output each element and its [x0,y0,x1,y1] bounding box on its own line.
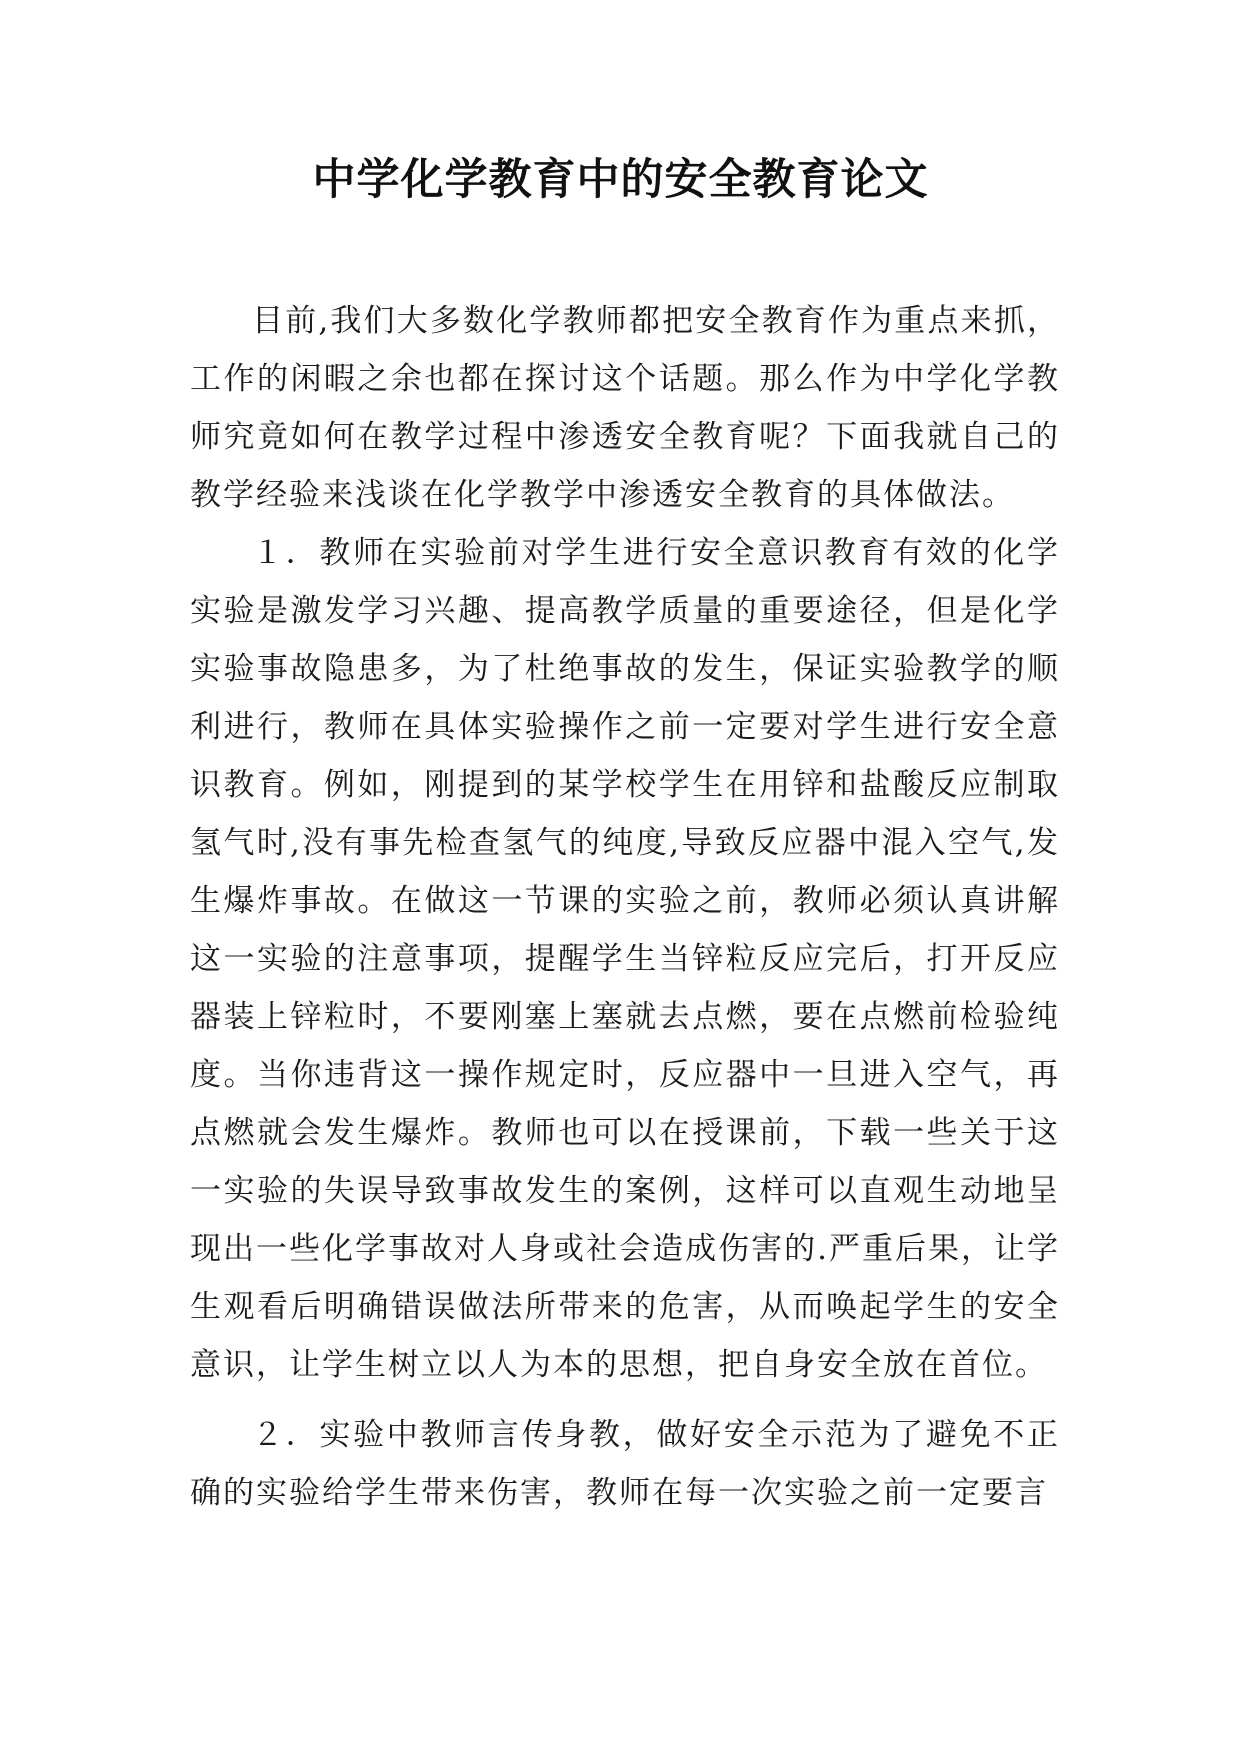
document-title: 中学化学教育中的安全教育论文 [312,155,929,205]
document-body [190,292,1060,1522]
paragraph-section-2: ２．实验中教师言传身教，做好安全示范为了避免不正确的实验给学生带来伤害，教师在每一次实验之前一定要言 [190,1417,1060,1511]
paragraph-section-1: １．教师在实验前对学生进行安全意识教育有效的化学实验是激发学习兴趣、提高教学质量的重要途径，但是化学实验事故隐患多，为了杜绝事故的发生，保证实验教学的顺利进行，教师在具体实验操作之前一定要对学生进行安全意识教育。例如，刚提到的某学校学生在用锌和盐酸反应制取氢气时,没有事先检查氢气的纯度,导致反应器中混入空气,发生爆炸事故。在做这一节课的实验之前，教师必须认真讲解这一实验的注意事项，提醒学生当锌粒反应完后，打开反应器装上锌粒时，不要刚塞上塞就去点燃，要在点燃前检验纯度。当你违背这一操作规定时，反应器中一旦进入空气，再点燃就会发生爆炸。教师也可以在授课前，下载一些关于这一实验的失误导致事故发生的案例，这样可以直观生动地呈现出一些化学事故对人身或社会造成伤害的.严重后果，让学生观看后明确错误做法所带来的危害，从而唤起学生的安全意识，让学生树立以人为本的思想，把自身安全放在首位。 [190,535,1060,1383]
paragraph-intro: 目前,我们大多数化学教师都把安全教育作为重点来抓，工作的闲暇之余也都在探讨这个话题。那么作为中学化学教师究竟如何在教学过程中渗透安全教育呢？下面我就自己的教学经验来浅谈在化学教学中渗透安全教育的具体做法。 [190,303,1060,513]
